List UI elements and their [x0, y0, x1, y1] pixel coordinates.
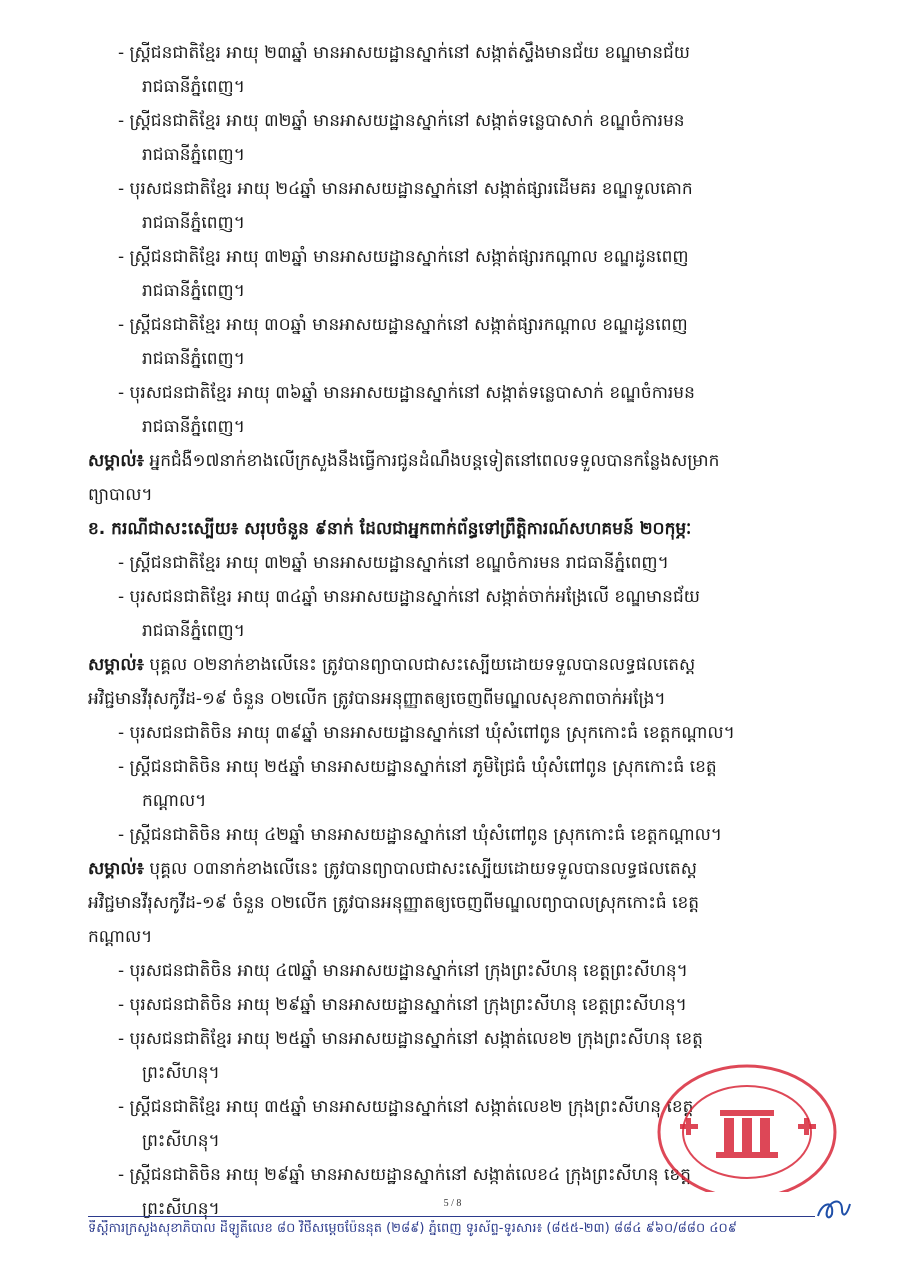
- note-text: បុគ្គល ០៣នាក់ខាងលើនេះ ត្រូវបានព្យាបាលជាសះស្បើយដោយទទួលបានលទ្ធផលតេស្ត: [144, 859, 697, 879]
- list-item-continuation: រាជធានីភ្នំពេញ។: [142, 349, 245, 369]
- page-number: 5 / 8: [443, 1198, 462, 1209]
- list-item-continuation: រាជធានីភ្នំពេញ។: [142, 621, 245, 641]
- list-item-continuation: ព្រះសីហនុ។: [142, 1199, 220, 1219]
- section-heading: ខ. ករណីជាសះស្បើយ៖ សរុបចំនួន ៩នាក់ ដែលជាអ្នកពាក់ព័ន្ធទៅព្រឹត្តិការណ៍សហគមន៍ ២០កុម្ភៈ: [88, 519, 692, 539]
- list-item: - បុរសជនជាតិចិន អាយុ ៣៩ឆ្នាំ មានអាសយដ្ឋានស្នាក់នៅ ឃុំសំពៅពូន ស្រុកកោះធំ ខេត្តកណ្ដាល។: [118, 723, 735, 743]
- list-item: - ស្ត្រីជនជាតិខ្មែរ អាយុ ២៣ឆ្នាំ មានអាសយដ្ឋានស្នាក់នៅ សង្កាត់ស្ទឹងមានជ័យ ខណ្ឌមានជ័យ: [118, 43, 690, 63]
- list-item: - ស្ត្រីជនជាតិខ្មែរ អាយុ ៣០ឆ្នាំ មានអាសយដ្ឋានស្នាក់នៅ សង្កាត់ផ្សារកណ្ដាល ខណ្ឌដូនពេញ: [118, 315, 688, 335]
- list-item-continuation: រាជធានីភ្នំពេញ។: [142, 77, 245, 97]
- note-continuation: កណ្ដាល។: [88, 927, 153, 947]
- list-item-continuation: ព្រះសីហនុ។: [142, 1063, 220, 1083]
- list-item: - បុរសជនជាតិខ្មែរ អាយុ ៣៦ឆ្នាំ មានអាសយដ្ឋានស្នាក់នៅ សង្កាត់ទន្លេបាសាក់ ខណ្ឌចំការមន: [118, 383, 695, 403]
- note-label: សម្គាល់៖: [88, 451, 145, 471]
- list-item: - បុរសជនជាតិចិន អាយុ ៤៧ឆ្នាំ មានអាសយដ្ឋានស្នាក់នៅ ក្រុងព្រះសីហនុ ខេត្តព្រះសីហនុ។: [118, 961, 688, 981]
- list-item-continuation: រាជធានីភ្នំពេញ។: [142, 417, 245, 437]
- note-label: សម្គាល់៖: [88, 859, 145, 879]
- list-item: - ស្ត្រីជនជាតិខ្មែរ អាយុ ៣២ឆ្នាំ មានអាសយដ្ឋានស្នាក់នៅ សង្កាត់ផ្សារកណ្ដាល ខណ្ឌដូនពេញ: [118, 247, 689, 267]
- list-item: - ស្ត្រីជនជាតិខ្មែរ អាយុ ៣២ឆ្នាំ មានអាសយដ្ឋានស្នាក់នៅ សង្កាត់ទន្លេបាសាក់ ខណ្ឌចំការមន: [118, 111, 685, 131]
- note-continuation: ព្យាបាល។: [88, 485, 153, 505]
- list-item-continuation: ព្រះសីហនុ។: [142, 1131, 220, 1151]
- stamp-emblem: [680, 1110, 816, 1158]
- list-item: - ស្ត្រីជនជាតិខ្មែរ អាយុ ៣៥ឆ្នាំ មានអាសយដ្ឋានស្នាក់នៅ សង្កាត់លេខ២ ក្រុងព្រះសីហនុ ខេត្ត: [118, 1097, 694, 1117]
- list-item: - បុរសជនជាតិខ្មែរ អាយុ ៣៤ឆ្នាំ មានអាសយដ្ឋានស្នាក់នៅ សង្កាត់ចាក់អង្រែលើ ខណ្ឌមានជ័យ: [118, 587, 700, 607]
- note-paragraph: [88, 444, 848, 478]
- footer-divider: [88, 1216, 815, 1217]
- note-continuation: អវិជ្ជមានវីរុសកូវីដ-១៩ ចំនួន ០២លើក ត្រូវបានអនុញ្ញាតឲ្យចេញពីមណ្ឌលសុខភាពចាក់អង្រែ។: [88, 689, 666, 709]
- list-item: - ស្ត្រីជនជាតិចិន អាយុ ២៥ឆ្នាំ មានអាសយដ្ឋានស្នាក់នៅ ភូមិជ្រៃធំ ឃុំសំពៅពូន ស្រុកកោះធំ ខេត្ត: [118, 757, 717, 777]
- list-item: - ស្ត្រីជនជាតិចិន អាយុ ៤២ឆ្នាំ មានអាសយដ្ឋានស្នាក់នៅ ឃុំសំពៅពូន ស្រុកកោះធំ ខេត្តកណ្ដាល។: [118, 825, 723, 845]
- note-text: អ្នកជំងឺ១៧នាក់ខាងលើក្រសួងនឹងធ្វើការជូនដំណឹងបន្តទៀតនៅពេលទទួលបានកន្លែងសម្រាក: [144, 451, 720, 471]
- note-paragraph: [88, 648, 848, 682]
- footer-address: ទីស្តីការក្រសួងសុខាភិបាល ដីឡូតិ៍លេខ ៨០ វិថីសម្តេចប៉ែននុត (២៨៩) ភ្នំពេញ ទូរស័ព្ទ-ទូរសារ៖ (៨៥៥-២៣) ៨៨៤ ៩៦០/៨៨០ ៤០៩: [88, 1221, 737, 1236]
- note-label: សម្គាល់៖: [88, 655, 145, 675]
- list-item-continuation: រាជធានីភ្នំពេញ។: [142, 145, 245, 165]
- list-item-continuation: រាជធានីភ្នំពេញ។: [142, 213, 245, 233]
- list-item: - បុរសជនជាតិខ្មែរ អាយុ ២៥ឆ្នាំ មានអាសយដ្ឋានស្នាក់នៅ សង្កាត់លេខ២ ក្រុងព្រះសីហនុ ខេត្ត: [118, 1029, 703, 1049]
- list-item-continuation: រាជធានីភ្នំពេញ។: [142, 281, 245, 301]
- list-item: - បុរសជនជាតិខ្មែរ អាយុ ២៤ឆ្នាំ មានអាសយដ្ឋានស្នាក់នៅ សង្កាត់ផ្សារដើមគរ ខណ្ឌទួលគោក: [118, 179, 693, 199]
- document-body: [88, 36, 848, 1226]
- note-paragraph: [88, 852, 848, 886]
- note-continuation: អវិជ្ជមានវីរុសកូវីដ-១៩ ចំនួន ០២លើក ត្រូវបានអនុញ្ញាតឲ្យចេញពីមណ្ឌលព្យាបាលស្រុកកោះធំ ខេត្ត: [88, 893, 700, 913]
- list-item: - ស្ត្រីជនជាតិខ្មែរ អាយុ ៣២ឆ្នាំ មានអាសយដ្ឋានស្នាក់នៅ ខណ្ឌចំការមន រាជធានីភ្នំពេញ។: [118, 553, 669, 573]
- note-text: បុគ្គល ០២នាក់ខាងលើនេះ ត្រូវបានព្យាបាលជាសះស្បើយដោយទទួលបានលទ្ធផលតេស្ត: [144, 655, 696, 675]
- list-item: - ស្ត្រីជនជាតិចិន អាយុ ២៩ឆ្នាំ មានអាសយដ្ឋានស្នាក់នៅ សង្កាត់លេខ៤ ក្រុងព្រះសីហនុ ខេត្ត: [118, 1165, 691, 1185]
- list-item: - បុរសជនជាតិចិន អាយុ ២៩ឆ្នាំ មានអាសយដ្ឋានស្នាក់នៅ ក្រុងព្រះសីហនុ ខេត្តព្រះសីហនុ។: [118, 995, 687, 1015]
- list-item-continuation: កណ្ដាល។: [142, 791, 207, 811]
- ministry-stamp: [652, 1060, 842, 1192]
